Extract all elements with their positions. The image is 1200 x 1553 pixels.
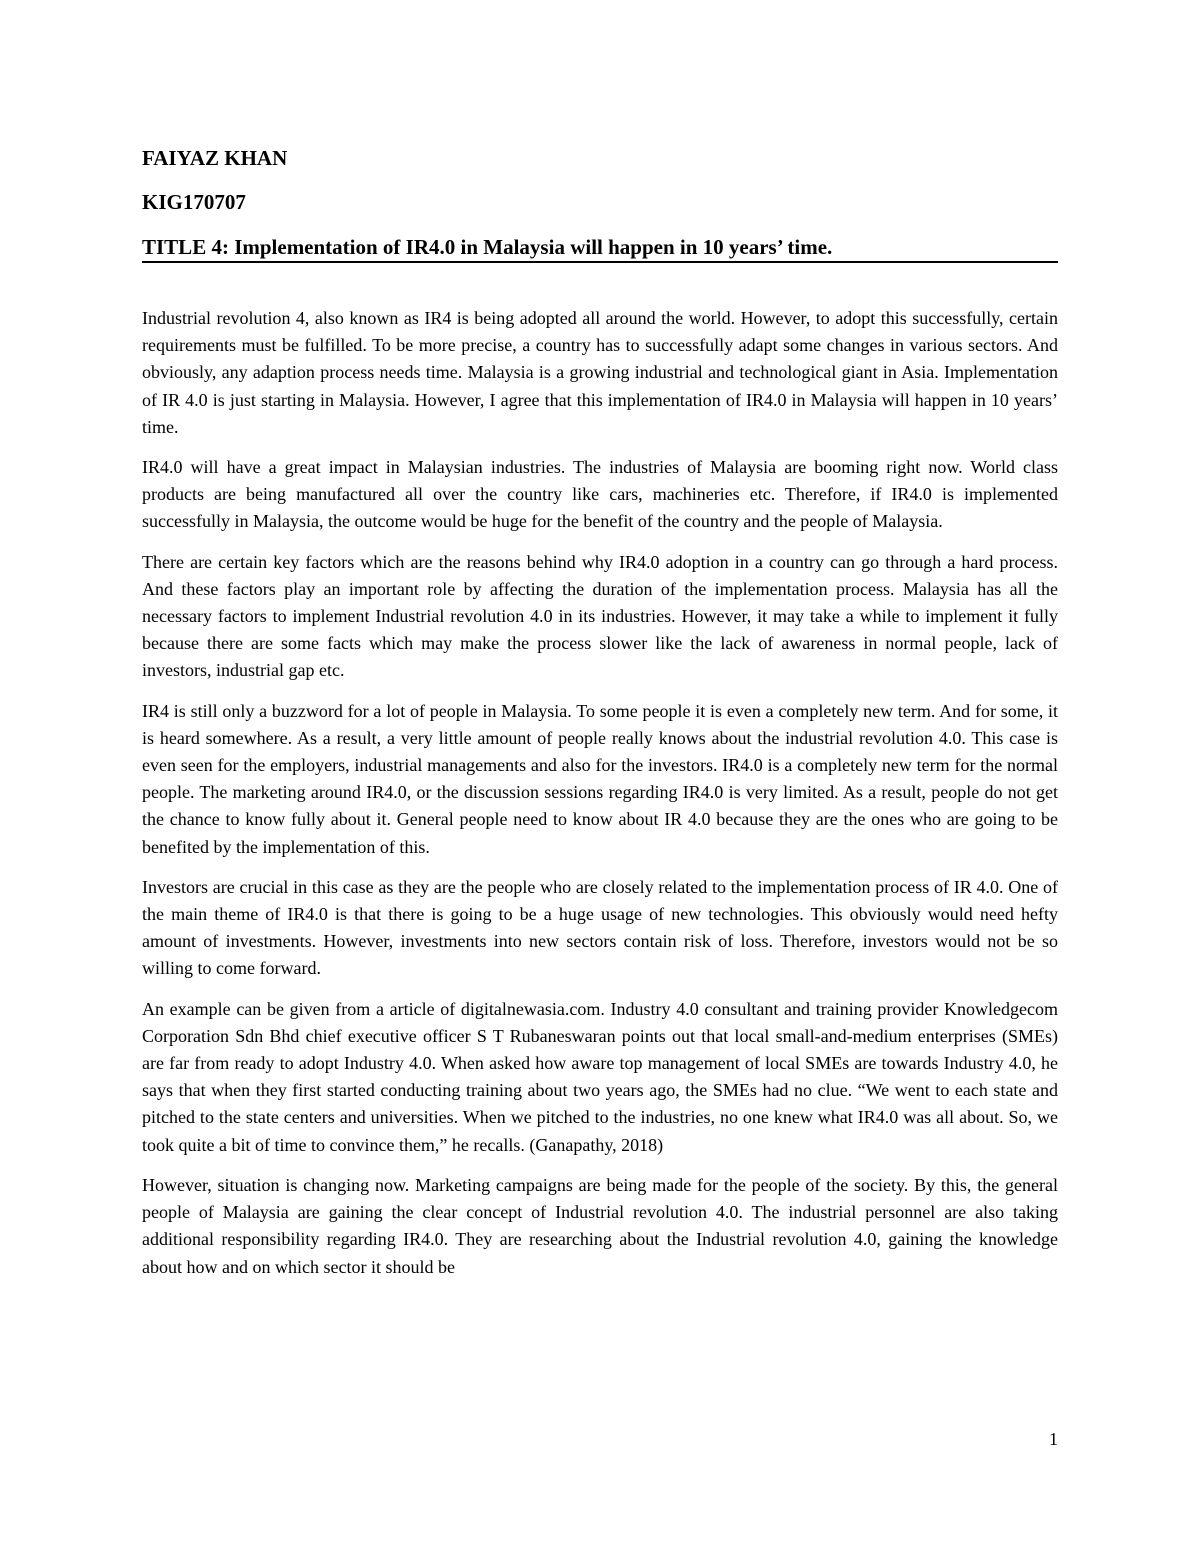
page-number: 1 (1049, 1429, 1058, 1449)
paragraph: IR4.0 will have a great impact in Malaysian industries. The industries of Malaysia are booming right now. World class products are being manufactured all over the country like cars, machineries etc. Therefore, if IR4.0 is implemented successfully in Malaysia, the outcome would be huge for the benefit of the country and the people of Malaysia. (142, 457, 1058, 532)
author-name: FAIYAZ KHAN (142, 146, 288, 170)
paragraph: However, situation is changing now. Marketing campaigns are being made for the people of the society. By this, the general people of Malaysia are gaining the clear concept of Industrial revolution 4.0. The industrial personnel are also taking additional responsibility regarding IR4.0. They are researching about the Industrial revolution 4.0, gaining the knowledge about how and on which sector it should be (142, 1174, 1058, 1277)
essay-body (142, 305, 1058, 1281)
student-id: KIG170707 (142, 190, 246, 214)
paragraph: An example can be given from a article of digitalnewasia.com. Industry 4.0 consultant and training provider Knowledgecom Corporation Sdn Bhd chief executive officer S T Rubaneswaran points out that local small-and-medium enterprises (SMEs) are far from ready to adopt Industry 4.0. When asked how aware top management of local SMEs are towards Industry 4.0, he says that when they first started conducting training about two years ago, the SMEs had no clue. “We went to each state and pitched to the state centers and universities. When we pitched to the industries, no one knew what IR4.0 was all about. So, we took quite a bit of time to convince them,” he recalls. (Ganapathy, 2018) (142, 998, 1058, 1155)
paragraph: Industrial revolution 4, also known as IR4 is being adopted all around the world. However, to adopt this successfully, certain requirements must be fulfilled. To be more precise, a country has to successfully adapt some changes in various sectors. And obviously, any adaption process needs time. Malaysia is a growing industrial and technological giant in Asia. Implementation of IR 4.0 is just starting in Malaysia. However, I agree that this implementation of IR4.0 in Malaysia will happen in 10 years’ time. (142, 308, 1058, 437)
paragraph: There are certain key factors which are the reasons behind why IR4.0 adoption in a country can go through a hard process. And these factors play an important role by affecting the duration of the implementation process. Malaysia has all the necessary factors to implement Industrial revolution 4.0 in its industries. However, it may take a while to implement it fully because there are some facts which may make the process slower like the lack of awareness in normal people, lack of investors, industrial gap etc. (142, 551, 1058, 681)
paragraph: IR4 is still only a buzzword for a lot of people in Malaysia. To some people it is even a completely new term. And for some, it is heard somewhere. As a result, a very little amount of people really knows about the industrial revolution 4.0. This case is even seen for the employers, industrial managements and also for the investors. IR4.0 is a completely new term for the normal people. The marketing around IR4.0, or the discussion sessions regarding IR4.0 is very limited. As a result, people do not get the chance to know fully about it. General people need to know about IR 4.0 because they are the ones who are going to be benefited by the implementation of this. (142, 700, 1058, 857)
title-underline (142, 261, 1058, 263)
paragraph: Investors are crucial in this case as they are the people who are closely related to the implementation process of IR 4.0. One of the main theme of IR4.0 is that there is going to be a huge usage of new technologies. This obviously would need hefty amount of investments. However, investments into new sectors contain risk of loss. Therefore, investors would not be so willing to come forward. (142, 876, 1058, 979)
essay-title: TITLE 4: Implementation of IR4.0 in Malaysia will happen in 10 years’ time. (142, 235, 833, 259)
